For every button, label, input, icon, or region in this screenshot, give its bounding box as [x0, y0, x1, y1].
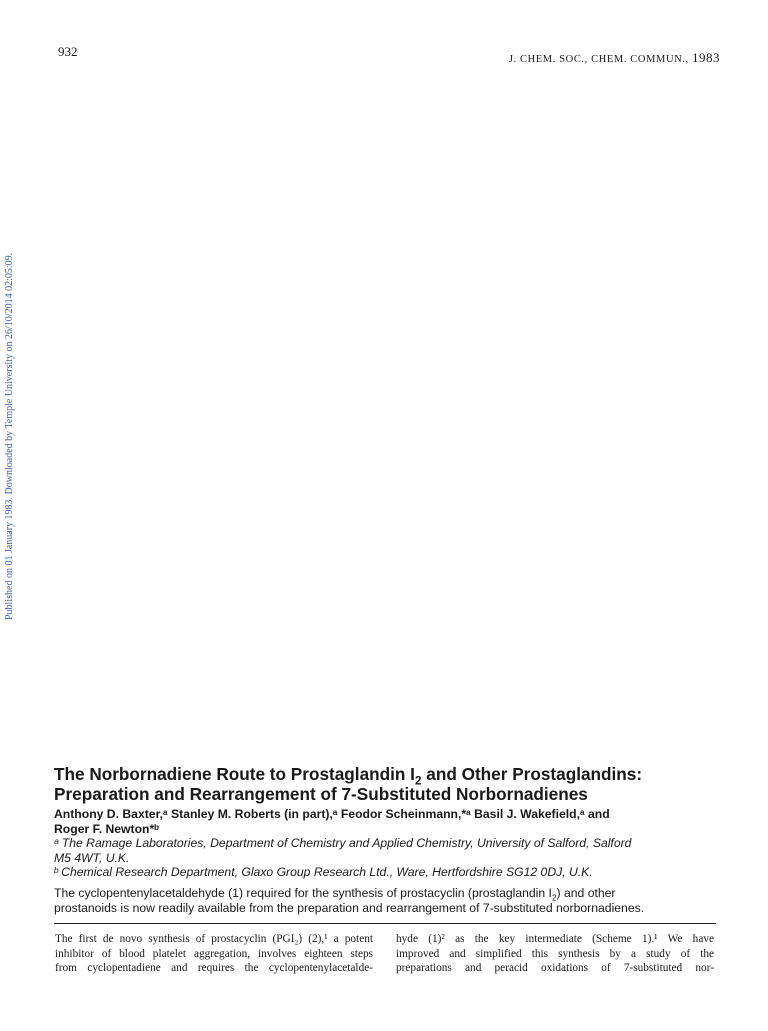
section-divider	[54, 923, 716, 924]
page-number: 932	[58, 44, 78, 59]
body-column-left	[55, 932, 373, 976]
journal-year: 1983	[692, 50, 720, 65]
title-line-2: Preparation and Rearrangement of 7-Substituted Norbornadienes	[54, 784, 588, 804]
body-line: The first de novo synthesis of prostacyclin (PGI₂) (2),¹ a potent	[55, 933, 373, 945]
affiliation-a-line-1: ᵃ The Ramage Laboratories, Department of Chemistry and Applied Chemistry, University of Salford, Salford	[54, 836, 632, 850]
download-notice[interactable]: Published on 01 January 1983. Downloaded by Temple University on 26/10/2014 02:05:09.	[4, 252, 15, 620]
body-line: preparations and peracid oxidations of 7-substituted nor-	[396, 962, 714, 974]
abstract-line-2: prostanoids is now readily available from the preparation and rearrangement of 7-substituted norbornadienes.	[54, 900, 645, 915]
affiliation-a-line-2: M5 4WT, U.K.	[54, 850, 130, 865]
abstract-line-1: The cyclopentenylacetaldehyde (1) required for the synthesis of prostacyclin (prostaglandin $I_2$) and other	[54, 886, 616, 903]
authors-line-2: Roger F. Newton*ᵇ	[54, 821, 159, 836]
body-line: improved and simplified this synthesis by a study of the	[396, 947, 714, 960]
body-line: inhibitor of blood platelet aggregation, involves eighteen steps	[55, 947, 373, 960]
journal-header	[509, 50, 720, 66]
body-column-right	[396, 932, 714, 976]
body-line: hyde (1)² as the key intermediate (Scheme 1).¹ We have	[396, 933, 714, 945]
affiliation-b-text: ᵇ Chemical Research Department, Glaxo Group Research Ltd., Ware, Hertfordshire SG12 0DJ, U.K.	[54, 865, 593, 879]
title-line-1: The Norbornadiene Route to Prostaglandin $I_2$ and Other Prostaglandins:	[54, 764, 643, 788]
author-list	[54, 807, 734, 836]
abstract	[54, 886, 734, 915]
body-line: from cyclopentadiene and requires the cyclopentenylacetalde-	[55, 962, 373, 974]
authors-line-1: Anthony D. Baxter,ᵃ Stanley M. Roberts (in part),ᵃ Feodor Scheinmann,*ᵃ Basil J. Wakefield,ᵃ and	[54, 807, 610, 821]
affiliation-b	[54, 865, 734, 880]
affiliation-a	[54, 836, 734, 865]
article-title	[54, 764, 734, 804]
journal-name: J. CHEM. SOC., CHEM. COMMUN.,	[508, 54, 689, 65]
